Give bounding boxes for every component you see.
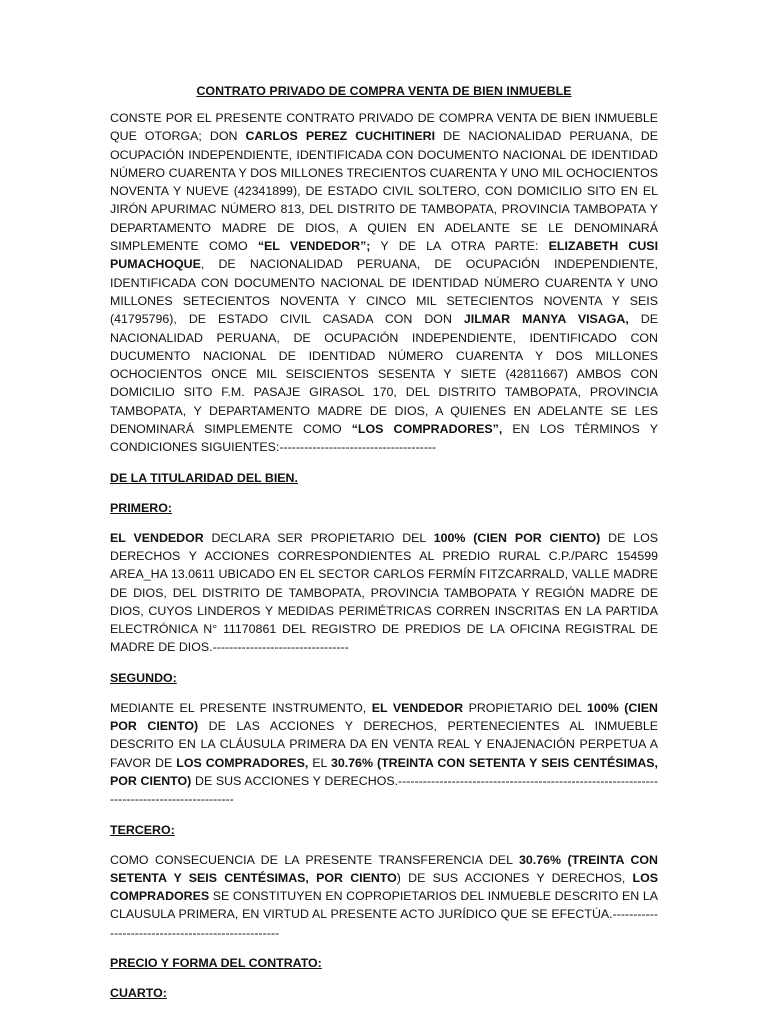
clause-segundo-heading: SEGUNDO: [110,670,177,685]
bold-run: 30.76% (TREINTA CON SETENTA Y SEIS CENTÉSIMAS, POR CIENTO [110,852,658,885]
clause-cuarto-heading: CUARTO: [110,985,167,1000]
text-run: DE NACIONALIDAD PERUANA, DE OCUPACIÓN INDEPENDIENTE, IDENTIFICADO CON DUCUMENTO NACIONAL DE IDENTIDAD NÚMERO CUARENTA Y DOS MILLONES OCHOCIENTOS ONCE MIL SEISCIENTOS SESENTA Y SIETE (42811667) AMBOS CON DOMICILIO SITO F.M. PASAJE GIRASOL 170, DEL DISTRITO TAMBOPATA, PROVINCIA TAMBOPATA, Y DEPARTAMENTO MADRE DE DIOS, A QUIENES EN ADELANTE SE LES DENOMINARÁ SIMPLEMENTE COMO [110,312,658,437]
text-run: COMO CONSECUENCIA DE LA PRESENTE TRANSFERENCIA DEL [110,852,519,867]
text-run: DECLARA SER PROPIETARIO DEL [203,530,434,545]
clause-primero-text [110,529,658,657]
bold-run: 100% (CIEN POR CIENTO) [433,530,601,545]
text-run: CONSTE POR EL PRESENTE CONTRATO PRIVADO DE COMPRA VENTA DE BIEN INMUEBLE QUE OTORGA; DON [110,111,658,144]
contract-title: CONTRATO PRIVADO DE COMPRA VENTA DE BIEN INMUEBLE [196,84,572,98]
text-run: EL [308,755,331,770]
text-run: DE NACIONALIDAD PERUANA, DE OCUPACIÓN INDEPENDIENTE, IDENTIFICADA CON DOCUMENTO NACIONAL DE IDENTIDAD NÚMERO CUARENTA Y DOS MILLONES TRECIENTOS CUARENTA Y UNO MIL OCHOCIENTOS NOVENTA Y NUEVE (42341899), DE ESTADO CIVIL SOLTERO, CON DOMICILIO SITO EN EL JIRÓN APURIMAC NÚMERO 813, DEL DISTRITO DE TAMBOPATA, PROVINCIA TAMBOPATA Y DEPARTAMENTO MADRE DE DIOS, A QUIEN EN ADELANTE SE LE DENOMINARÁ SIMPLEMENTE COMO [110,129,658,254]
bold-run: EL VENDEDOR [110,530,204,545]
text-run: DE LAS ACCIONES Y DERECHOS, PERTENECIENTES AL INMUEBLE DESCRITO EN LA CLÁUSULA PRIMERA DA EN VENTA REAL Y ENAJENACIÓN PERPETUA A FAVOR DE [110,719,658,770]
bold-run: “EL VENDEDOR”; [257,239,371,254]
text-run: DE LOS DERECHOS Y ACCIONES CORRESPONDIENTES AL PREDIO RURAL C.P./PARC 154599 AREA_HA 13.0611 UBICADO EN EL SECTOR CARLOS FERMÍN FITZCARRALD, VALLE MADRE DE DIOS, DEL DISTRITO DE TAMBOPATA, PROVINCIA TAMBOPATA Y REGIÓN MADRE DE DIOS, CUYOS LINDEROS Y MEDIDAS PERIMÉTRICAS CORREN INSCRITAS EN LA PARTIDA ELECTRÓNICA N° 11170861 DEL REGISTRO DE PREDIOS DE LA OFICINA REGISTRAL DE MADRE DE DIOS.--------------------------------- [110,530,658,655]
text-run: Y DE LA OTRA PARTE: [370,239,549,254]
bold-run: 100% (CIEN POR CIENTO) [110,700,658,734]
section-precio: PRECIO Y FORMA DEL CONTRATO: [110,955,322,970]
clause-tercero-heading: TERCERO: [110,822,175,837]
bold-run: JILMAR MANYA VISAGA, [463,312,629,327]
bold-run: ELIZABETH CUSI PUMACHOQUE [110,239,659,272]
text-run: MEDIANTE EL PRESENTE INSTRUMENTO, [110,700,372,715]
clause-primero-heading: PRIMERO: [110,500,172,515]
clause-segundo-text [110,699,658,809]
text-run: SE CONSTITUYEN EN COPROPIETARIOS DEL INMUEBLE DESCRITO EN LA CLAUSULA PRIMERA, EN VIRTUD AL PRESENTE ACTO JURÍDICO QUE SE EFECTÚA.---------------------------------------------------- [110,889,658,940]
text-run: EN LOS TÉRMINOS Y CONDICIONES SIGUIENTES:-------------------------------------- [110,422,658,455]
intro-paragraph [110,109,658,457]
section-titularidad: DE LA TITULARIDAD DEL BIEN. [110,470,298,485]
bold-run: EL VENDEDOR [371,700,464,715]
text-run: PROPIETARIO DEL [463,700,588,715]
bold-run: “LOS COMPRADORES”, [351,422,503,437]
bold-run: CARLOS PEREZ CUCHITINERI [245,129,436,144]
text-run: DE SUS ACCIONES Y DERECHOS.--------------------------------------------------------------------------------------------- [110,773,658,807]
bold-run: 30.76% (TREINTA CON SETENTA Y SEIS CENTÉSIMAS, POR CIENTO) [110,755,658,788]
bold-run: LOS COMPRADORES [110,870,658,904]
text-run: , DE NACIONALIDAD PERUANA, DE OCUPACIÓN INDEPENDIENTE, IDENTIFICADA CON DOCUMENTO NACIONAL DE IDENTIDAD NÚMERO CUARENTA Y UNO MILLONES SETECIENTOS NOVENTA Y CINCO MIL SETECIENTOS NOVENTA Y SEIS (41795796), DE ESTADO CIVIL CASADA CON DON [110,257,658,327]
text-run: ) DE SUS ACCIONES Y DERECHOS, [396,870,633,885]
clause-tercero-text [110,851,658,942]
bold-run: LOS COMPRADORES, [176,755,309,770]
